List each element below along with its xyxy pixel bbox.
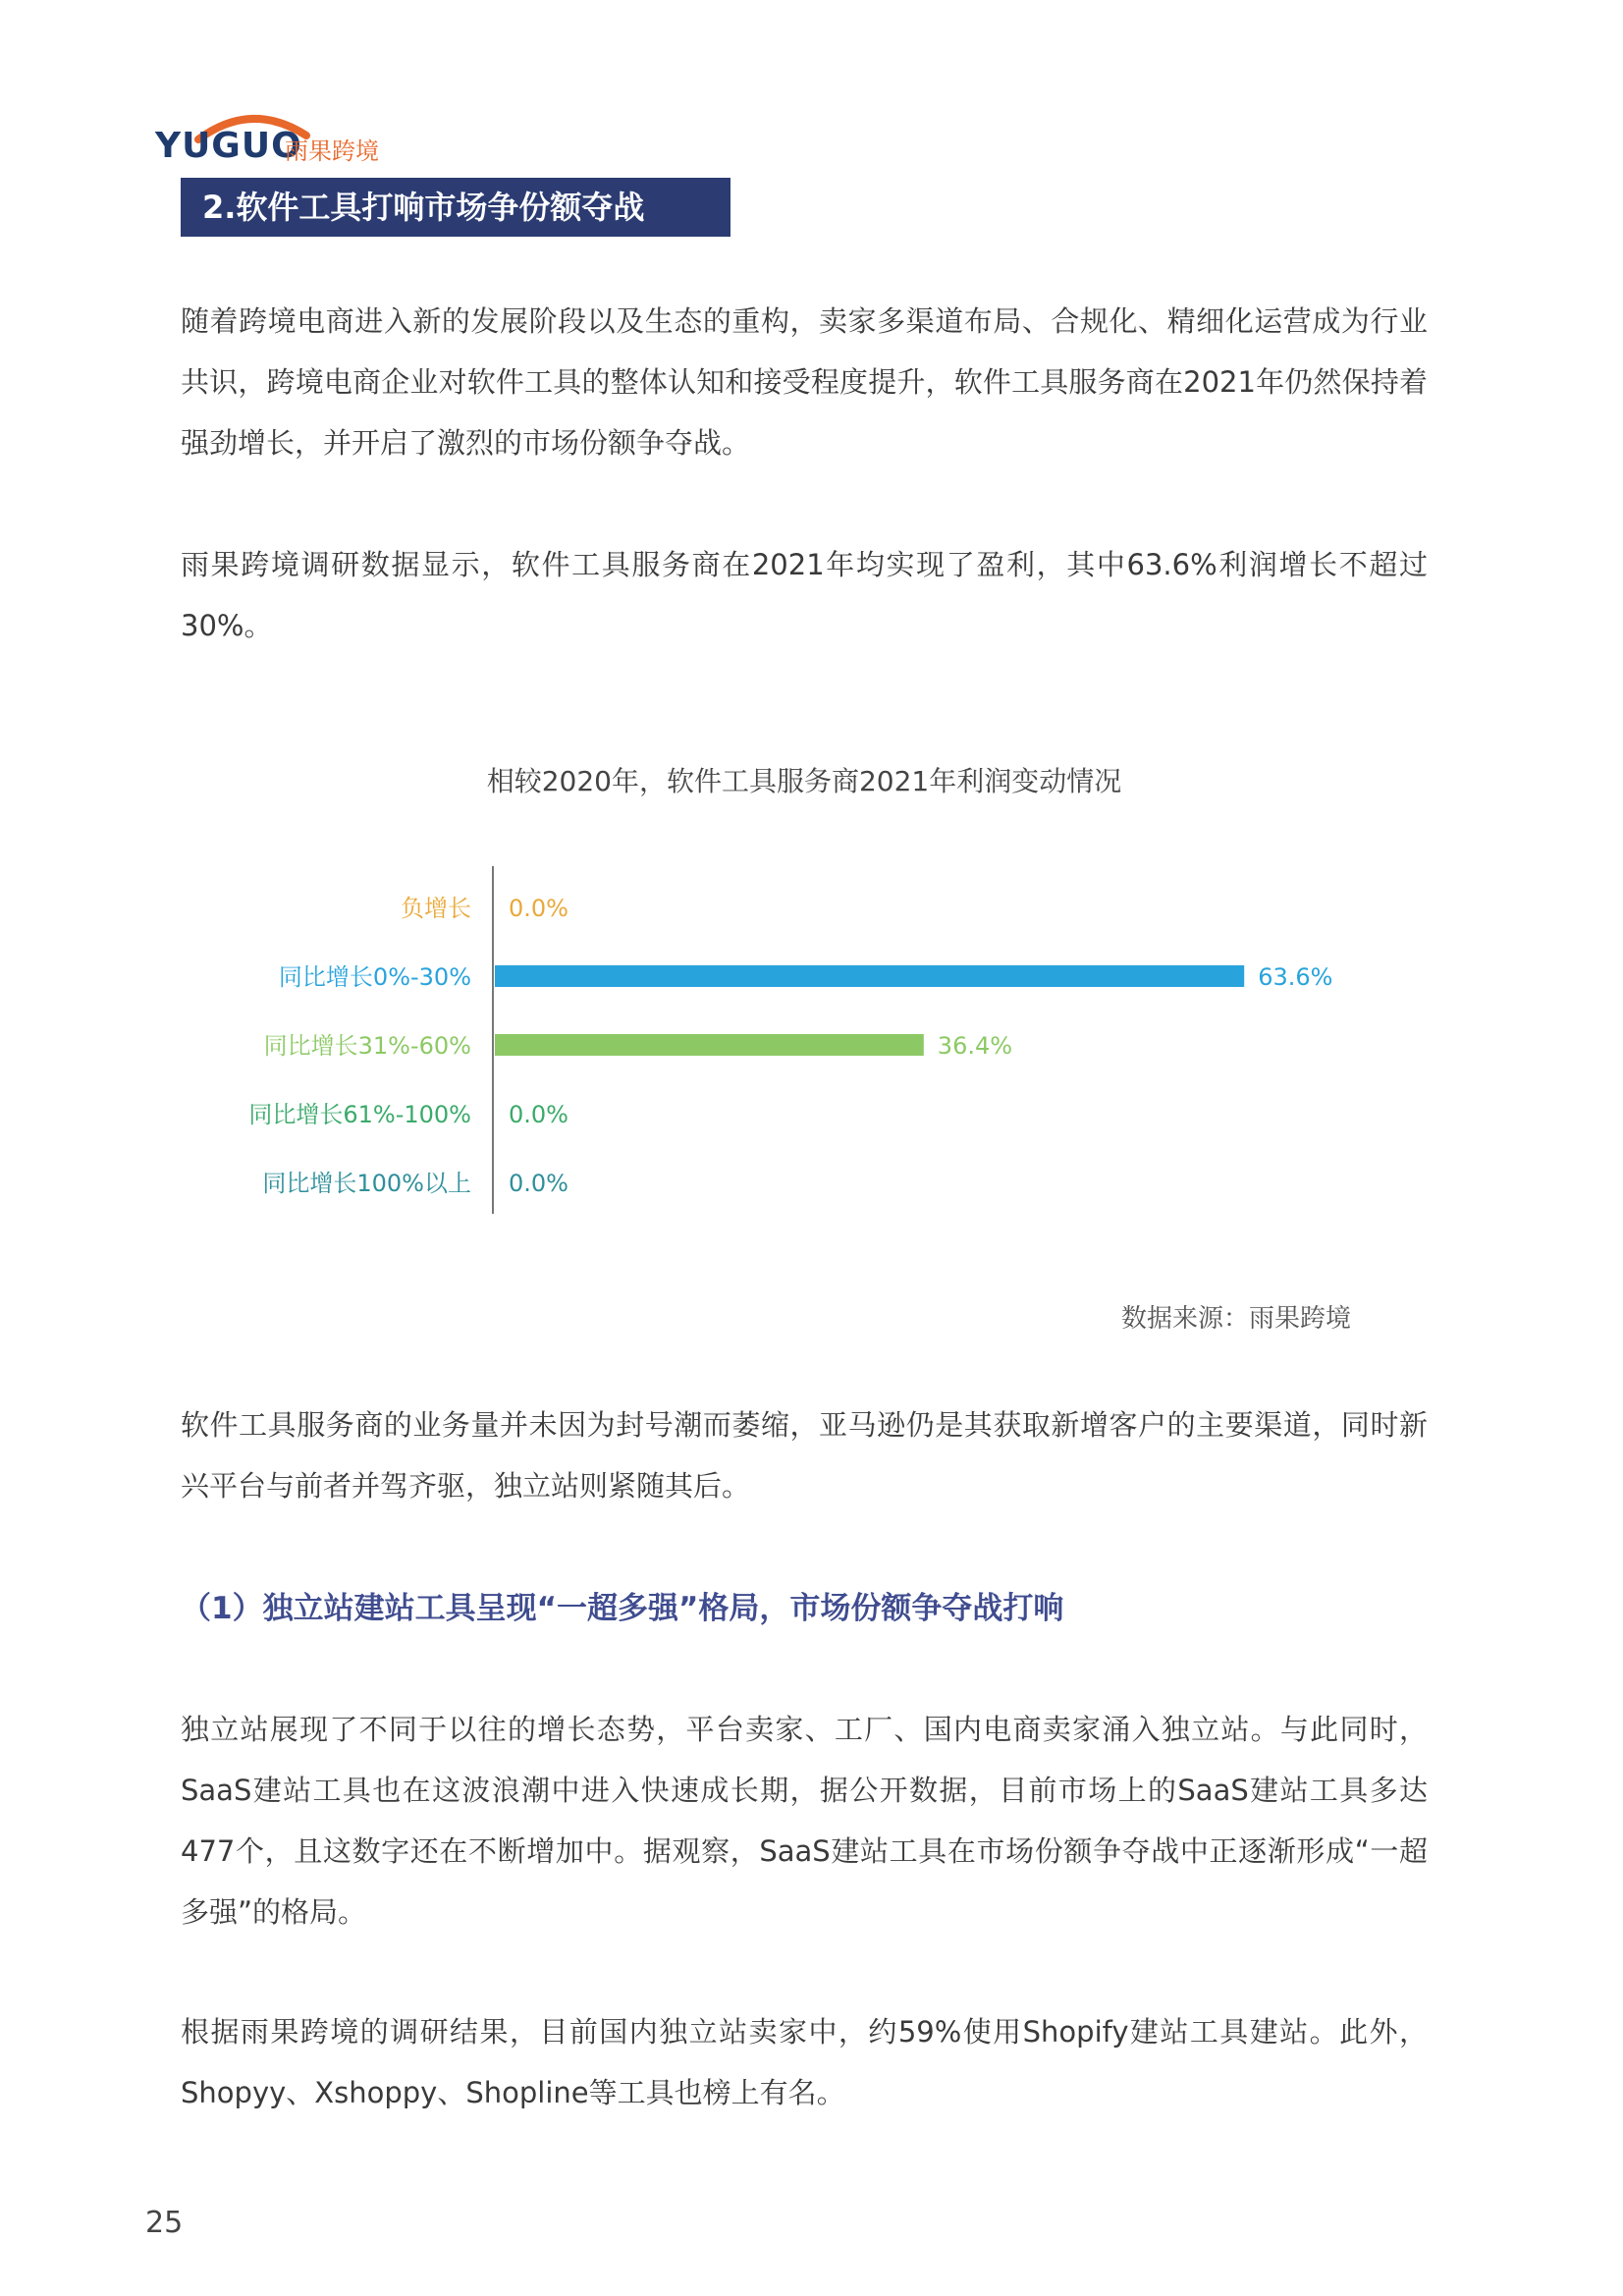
paragraph-survey: 雨果跨境调研数据显示，软件工具服务商在2021年均实现了盈利，其中63.6%利润增长不超过30%。 bbox=[181, 548, 1428, 642]
value-label: 0.0% bbox=[509, 1101, 568, 1128]
category-label: 负增长 bbox=[401, 895, 471, 922]
paragraph-business: 软件工具服务商的业务量并未因为封号潮而萎缩，亚马逊仍是其获取新增客户的主要渠道，同时新兴平台与前者并驾齐驱，独立站则紧随其后。 bbox=[181, 1408, 1428, 1503]
paragraph-standalone: 独立站展现了不同于以往的增长态势，平台卖家、工厂、国内电商卖家涌入独立站。与此同时，SaaS建站工具也在这波浪潮中进入快速成长期，据公开数据，目前市场上的SaaS建站工具多达477个，且这数字还在不断增加中。据观察，SaaS建站工具在市场份额争夺战中正逐渐形成“一超多强”的格局。 bbox=[181, 1713, 1428, 1929]
section-title: 2.软件工具打响市场争份额夺战 bbox=[181, 178, 730, 237]
bar bbox=[495, 1034, 924, 1056]
value-label: 36.4% bbox=[937, 1032, 1013, 1060]
value-label: 0.0% bbox=[509, 1170, 568, 1197]
value-label: 63.6% bbox=[1258, 963, 1333, 991]
bar bbox=[495, 965, 1244, 987]
data-source-note: 数据来源：雨果跨境 bbox=[1120, 1304, 1351, 1334]
brand-logo bbox=[155, 106, 410, 165]
paragraph-shopify: 根据雨果跨境的调研结果，目前国内独立站卖家中，约59%使用Shopify建站工具建站。此外，Shopyy、Xshoppy、Shopline等工具也榜上有名。 bbox=[181, 2015, 1428, 2109]
category-label: 同比增长0%-30% bbox=[278, 963, 471, 991]
category-label: 同比增长100%以上 bbox=[262, 1170, 471, 1197]
chart-title: 相较2020年，软件工具服务商2021年利润变动情况 bbox=[486, 765, 1122, 797]
page-number: 25 bbox=[145, 2206, 184, 2240]
logo-chinese-name: 雨果跨境 bbox=[285, 137, 379, 165]
value-label: 0.0% bbox=[509, 895, 568, 922]
category-label: 同比增长61%-100% bbox=[248, 1101, 471, 1128]
category-label: 同比增长31%-60% bbox=[263, 1032, 471, 1060]
profit-change-bar-chart bbox=[181, 864, 1428, 1237]
logo-wordmark: YUGUO bbox=[155, 126, 302, 166]
paragraph-intro: 随着跨境电商进入新的发展阶段以及生态的重构，卖家多渠道布局、合规化、精细化运营成为行业共识，跨境电商企业对软件工具的整体认知和接受程度提升，软件工具服务商在2021年仍然保持着强劲增长，并开启了激烈的市场份额争夺战。 bbox=[181, 304, 1428, 460]
sub-heading: （1）独立站建站工具呈现“一超多强”格局，市场份额争夺战打响 bbox=[181, 1591, 1064, 1626]
